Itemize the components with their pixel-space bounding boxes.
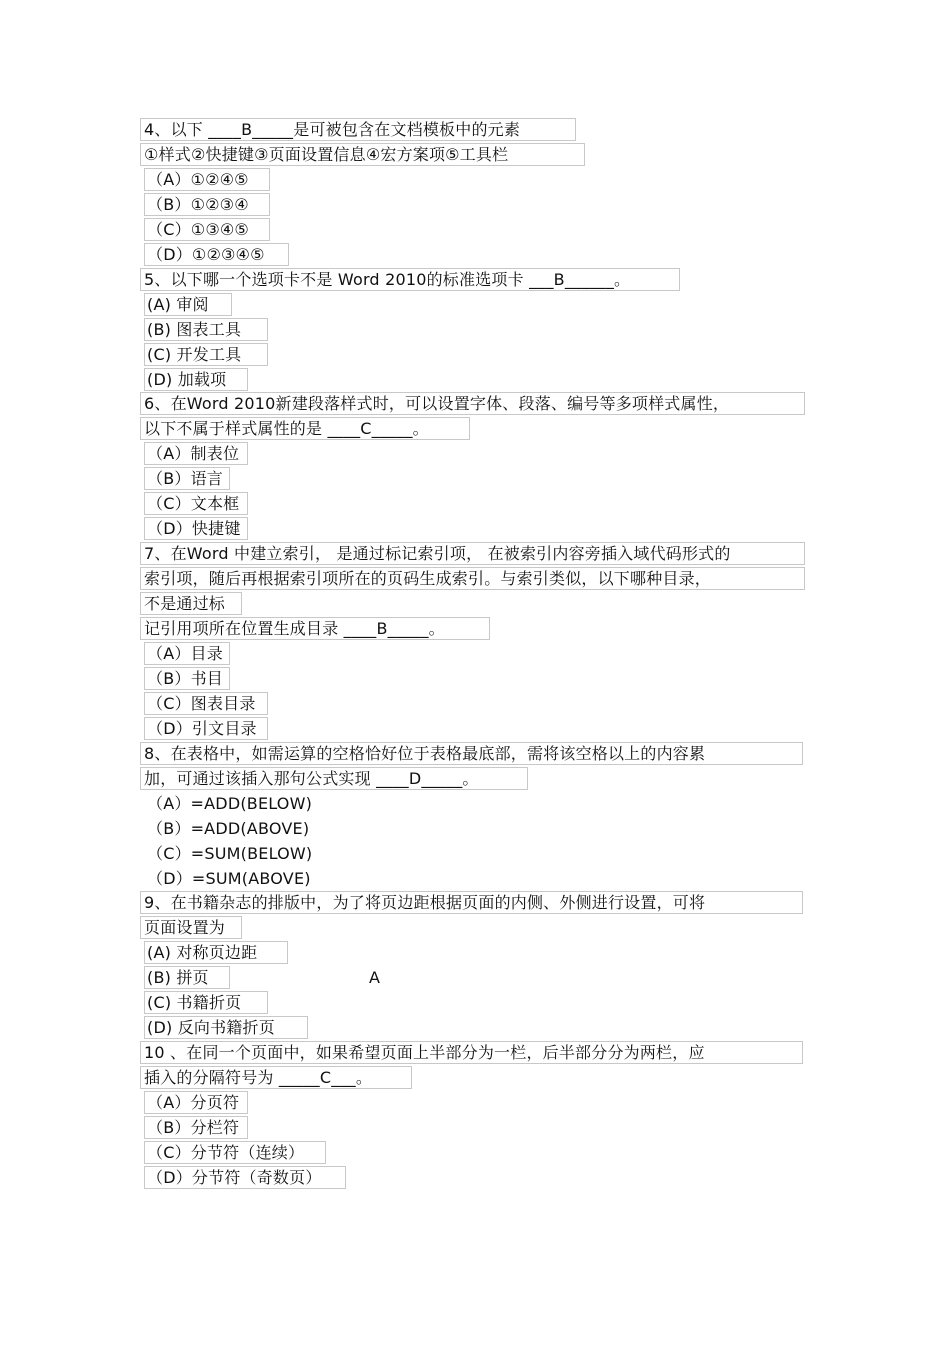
option-b: （B）书目	[147, 669, 223, 688]
option-a: （A）目录	[147, 644, 223, 663]
option-d: (D) 反向书籍折页	[147, 1018, 275, 1037]
question-7-stem-3: 不是通过标	[144, 594, 226, 613]
option-d: （D）分节符（奇数页）	[147, 1168, 322, 1187]
option-b: （B）分栏符	[147, 1118, 240, 1137]
option-b: （B）①②③④	[147, 195, 249, 214]
option-a: （A）制表位	[147, 444, 240, 463]
option-b: （B）=ADD(ABOVE)	[147, 819, 310, 838]
option-c: (C) 书籍折页	[147, 993, 242, 1012]
option-d: （D）=SUM(ABOVE)	[147, 869, 311, 888]
option-b: （B）语言	[147, 469, 223, 488]
option-b: (B) 图表工具	[147, 320, 242, 339]
question-7-stem-2: 索引项，随后再根据索引项所在的页码生成索引。与索引类似，以下哪种目录，	[144, 569, 712, 588]
option-c: （C）①③④⑤	[147, 220, 249, 239]
option-d: （D）快捷键	[147, 519, 241, 538]
question-9-stem-2: 页面设置为	[144, 918, 226, 937]
question-6-stem-2: 以下不属于样式属性的是 ____C_____。	[144, 419, 429, 438]
question-10-stem: 10 、在同一个页面中，如果希望页面上半部分为一栏，后半部分分为两栏，应	[144, 1043, 705, 1062]
question-6-stem: 6、在Word 2010新建段落样式时，可以设置字体、段落、编号等多项样式属性，	[144, 394, 730, 413]
option-a: （A）分页符	[147, 1093, 240, 1112]
option-a: （A）①②④⑤	[147, 170, 249, 189]
option-a: (A) 审阅	[147, 295, 209, 314]
option-c: （C）分节符（连续）	[147, 1143, 305, 1162]
option-b: (B) 拼页	[147, 968, 209, 987]
question-7-stem-4: 记引用项所在位置生成目录 ____B_____。	[144, 619, 445, 638]
option-d: （D）引文目录	[147, 719, 257, 738]
option-c: （C）文本框	[147, 494, 240, 513]
question-10-stem-2: 插入的分隔符号为 _____C___。	[144, 1068, 373, 1087]
question-5-stem: 5、以下哪一个选项卡不是 Word 2010的标准选项卡 ___B______。	[144, 270, 631, 289]
option-a: (A) 对称页边距	[147, 943, 258, 962]
option-c: (C) 开发工具	[147, 345, 242, 364]
option-d: （D）①②③④⑤	[147, 245, 265, 264]
question-4-stem: 4、以下 ____B_____是可被包含在文档模板中的元素	[144, 120, 521, 139]
option-d: (D) 加载项	[147, 370, 227, 389]
question-7-stem: 7、在Word 中建立索引， 是通过标记索引项， 在被索引内容旁插入域代码形式的	[144, 544, 731, 563]
question-4-items: ①样式②快捷键③页面设置信息④宏方案项⑤工具栏	[144, 145, 509, 164]
option-a: （A）=ADD(BELOW)	[147, 794, 313, 813]
question-8-stem: 8、在表格中，如需运算的空格恰好位于表格最底部，需将该空格以上的内容累	[144, 744, 706, 763]
option-c: （C）图表目录	[147, 694, 256, 713]
question-8-stem-2: 加，可通过该插入那句公式实现 ____D_____。	[144, 769, 479, 788]
question-9-stem: 9、在书籍杂志的排版中，为了将页边距根据页面的内侧、外侧进行设置，可将	[144, 893, 706, 912]
question-9-answer: A	[369, 968, 380, 987]
option-c: （C）=SUM(BELOW)	[147, 844, 313, 863]
